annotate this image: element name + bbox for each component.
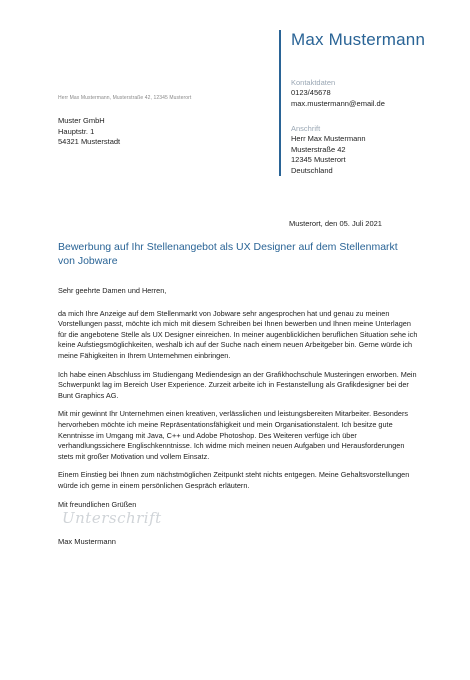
paragraph: da mich Ihre Anzeige auf dem Stellenmarkt von Jobware sehr angesprochen hat und genau zu meinen Vorstellungen passt, möchte ich mich mit diesem Schreiben bei Ihnen bewerben und Ihnen meine Unterlagen für die angebotene Stelle als UX Designer einreichen. In meiner augenblicklichen beruflichen Situation sehe ich keine Aufstiegsmöglichkeiten, weshalb ich auf der Suche nach einem neuen Arbeitgeber bin. Gerne würde ich meine Fähigkeiten in Ihrem Unternehmen einbringen. (58, 308, 418, 360)
contact-block (291, 78, 385, 109)
contact-label: Kontaktdaten (291, 78, 336, 87)
recipient-line: 54321 Musterstadt (58, 137, 121, 146)
paragraph: Ich habe einen Abschluss im Studiengang Mediendesign an der Grafikhochschule Musteringen erworben. Mein Schwerpunkt lag im Bereich User Experience. Zurzeit arbeite ich in Festanstellung als Grafikdesigner bei der Bunt Graphics AG. (58, 369, 417, 400)
letter-subject: Bewerbung auf Ihr Stellenangebot als UX Designer auf dem Stellenmarkt von Jobware (58, 241, 398, 267)
letter-body (58, 286, 418, 518)
recipient-block (58, 116, 120, 148)
paragraph: Mit mir gewinnt Ihr Unternehmen einen kreativen, verlässlichen und leistungsbereiten Mitarbeiter. Besonders hervorheben möchte ich meine Repräsentationsfähigkeit und mein Organisationstalent. Ich besitze gute Kenntnisse im Umgang mit Java, C++ und Adobe Photoshop. Des Weiteren verfüge ich über verhandlungssichere Englischkenntnisse. Ich widme mich meinen neuen Aufgaben und Herausforderungen stets mit großer Motivation und vollem Einsatz. (58, 409, 409, 461)
address-line: Deutschland (291, 165, 333, 175)
header-divider (279, 30, 281, 176)
signature: Unterschrift (62, 509, 162, 527)
address-line: Musterstraße 42 (291, 144, 346, 154)
phone: 0123/45678 (291, 88, 331, 97)
recipient-line: Muster GmbH (58, 116, 105, 125)
paragraph: Einem Einstieg bei Ihnen zum nächstmöglichen Zeitpunkt steht nichts entgegen. Meine Gehaltsvorstellungen würde ich gerne in einem persönlichen Gespräch erläutern. (58, 470, 410, 490)
email: max.mustermann@email.de (291, 98, 385, 108)
closing: Mit freundlichen Grüßen (58, 499, 137, 509)
signer-name: Max Mustermann (58, 537, 116, 546)
salutation: Sehr geehrte Damen und Herren, (58, 286, 167, 295)
letter-date: Musterort, den 05. Juli 2021 (289, 219, 382, 228)
address-label: Anschrift (291, 124, 321, 133)
address-line: 12345 Musterort (291, 155, 346, 164)
recipient-line: Hauptstr. 1 (58, 126, 95, 136)
sender-name: Max Mustermann (291, 30, 426, 49)
address-block (291, 124, 366, 176)
address-line: Herr Max Mustermann (291, 134, 366, 143)
return-address: Herr Max Mustermann, Musterstraße 42, 12345 Musterort (58, 95, 192, 101)
